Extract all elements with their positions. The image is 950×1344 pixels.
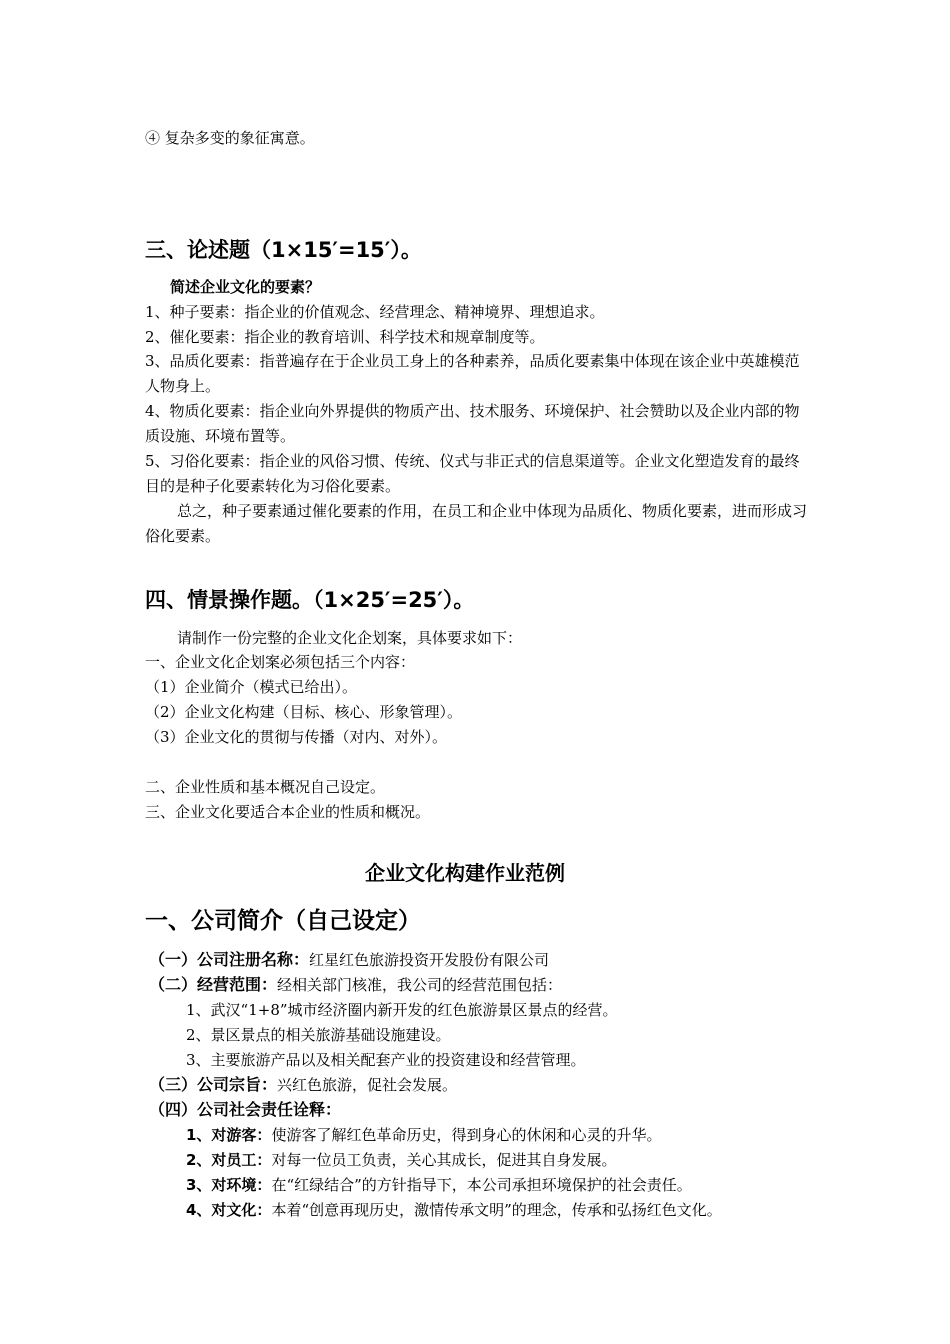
reg-label: （一）公司注册名称： — [149, 950, 310, 969]
scope-item-1: 1、武汉“1+8”城市经济圈内新开发的红色旅游景区景点的经营。 — [186, 1001, 618, 1019]
resp-item-3 — [186, 1175, 692, 1195]
resp-item-4 — [186, 1200, 722, 1220]
section4-req1: 一、企业文化企划案必须包括三个内容： — [145, 653, 416, 671]
resp-item-2 — [186, 1150, 616, 1170]
reg-value: 红星红色旅游投资开发股份有限公司 — [309, 951, 550, 969]
resp-item-2-label: 2、对员工： — [186, 1151, 272, 1169]
reg-line — [149, 950, 549, 970]
resp-item-3-text: 在“红绿结合”的方针指导下，本公司承担环境保护的社会责任。 — [271, 1176, 692, 1194]
top-item: ④ 复杂多变的象征寓意。 — [145, 129, 315, 147]
example-heading: 一、公司简介（自己设定） — [145, 908, 421, 934]
scope-value: 经相关部门核准，我公司的经营范围包括： — [277, 976, 563, 994]
scope-item-3: 3、主要旅游产品以及相关配套产业的投资建设和经营管理。 — [186, 1051, 586, 1069]
section3-item-2: 2、催化要素：指企业的教育培训、科学技术和规章制度等。 — [145, 328, 545, 346]
resp-line — [149, 1100, 341, 1120]
resp-item-4-text: 本着“创意再现历史，激情传承文明”的理念，传承和弘扬红色文化。 — [271, 1201, 722, 1219]
section4-sub-1: （1）企业简介（模式已给出）。 — [145, 678, 358, 696]
section3-heading: 三、论述题（1×15′=15′）。 — [145, 238, 422, 262]
section3-summary: 总之，种子要素通过催化要素的作用，在员工和企业中体现为品质化、物质化要素，进而形成习俗化要素。 — [145, 502, 808, 545]
resp-item-4-label: 4、对文化： — [186, 1201, 272, 1219]
resp-item-1-label: 1、对游客： — [186, 1126, 272, 1144]
resp-item-2-text: 对每一位员工负责，关心其成长，促进其自身发展。 — [271, 1151, 617, 1169]
scope-label: （二）经营范围： — [149, 975, 278, 994]
section3-item-5: 5、习俗化要素：指企业的风俗习惯、传统、仪式与非正式的信息渠道等。企业文化塑造发育的最终目的是种子化要素转化为习俗化要素。 — [145, 452, 800, 495]
resp-item-3-label: 3、对环境： — [186, 1176, 272, 1194]
aim-line — [149, 1075, 457, 1095]
resp-item-1 — [186, 1125, 661, 1145]
section4-req3: 三、企业文化要适合本企业的性质和概况。 — [145, 803, 431, 821]
section3-item-1: 1、种子要素：指企业的价值观念、经营理念、精神境界、理想追求。 — [145, 303, 605, 321]
section4-heading: 四、情景操作题。（1×25′=25′）。 — [145, 588, 475, 612]
section3-question: 简述企业文化的要素？ — [170, 278, 321, 296]
section4-sub-2: （2）企业文化构建（目标、核心、形象管理）。 — [145, 703, 463, 721]
resp-label: （四）公司社会责任诠释： — [149, 1100, 342, 1119]
section3-item-3: 3、品质化要素：指普遍存在于企业员工身上的各种素养，品质化要素集中体现在该企业中英雄模范人物身上。 — [145, 352, 800, 395]
section4-sub-3: （3）企业文化的贯彻与传播（对内、对外）。 — [145, 728, 448, 746]
scope-line — [149, 975, 562, 995]
section4-req2: 二、企业性质和基本概况自己设定。 — [145, 778, 386, 796]
aim-value: 兴红色旅游，促社会发展。 — [277, 1076, 458, 1094]
section4-intro: 请制作一份完整的企业文化企划案，具体要求如下： — [177, 629, 523, 647]
resp-item-1-text: 使游客了解红色革命历史，得到身心的休闲和心灵的升华。 — [271, 1126, 662, 1144]
section3-item-4: 4、物质化要素：指企业向外界提供的物质产出、技术服务、环境保护、社会赞助以及企业内部的物质设施、环境布置等。 — [145, 402, 800, 445]
scope-item-2: 2、景区景点的相关旅游基础设施建设。 — [186, 1026, 451, 1044]
example-title: 企业文化构建作业范例 — [365, 861, 565, 885]
aim-label: （三）公司宗旨： — [149, 1075, 278, 1094]
